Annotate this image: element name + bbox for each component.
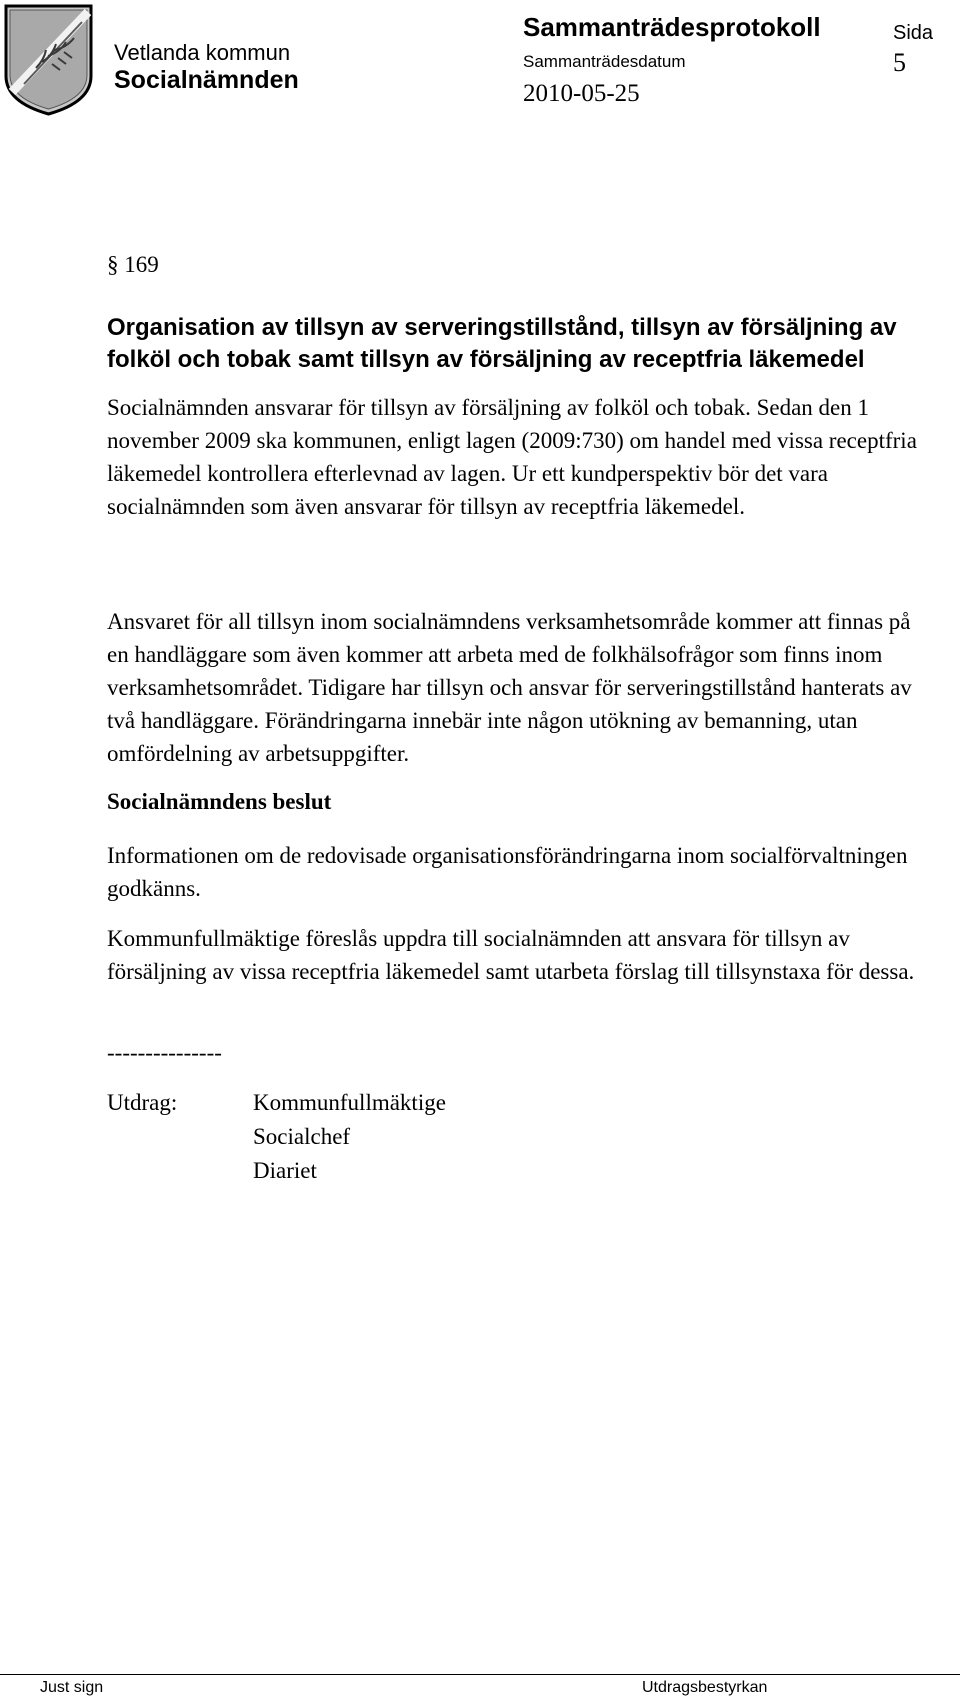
section-number: § 169	[107, 252, 159, 277]
body-paragraph: Ansvaret för all tillsyn inom socialnämndens verksamhetsområde kommer att finnas på en handläggare som även kommer att arbeta med de folkhälsofrågor som finns inom verksamhetsområdet. Tidigare har tillsyn och ansvar för serveringstillstånd hanterats av två handläggare. Förändringarna innebär inte någon utökning av bemanning, utan omfördelning av arbetsuppgifter.	[107, 609, 912, 766]
department-name: Socialnämnden	[114, 66, 299, 94]
excerpt-label: Utdrag:	[107, 1090, 178, 1115]
excerpt-recipient: Socialchef	[253, 1124, 351, 1149]
body-paragraph: Socialnämnden ansvarar för tillsyn av försäljning av folköl och tobak. Sedan den 1 november 2009 ska kommunen, enligt lagen (2009:730) om handel med vissa receptfria läkemedel kontrollera efterlevnad av lagen. Ur ett kundperspektiv bör det vara socialnämnden som även ansvarar för tillsyn av receptfria läkemedel.	[107, 395, 917, 519]
document-type: Sammanträdesprotokoll	[523, 12, 821, 42]
meeting-date: 2010-05-25	[523, 80, 640, 107]
footer-rule	[0, 1674, 960, 1675]
page-label: Sida	[893, 22, 934, 44]
decision-paragraph: Kommunfullmäktige föreslås uppdra till socialnämnden att ansvara för tillsyn av försäljning av vissa receptfria läkemedel samt utarbeta förslag till tillsynstaxa för dessa.	[107, 926, 915, 984]
decision-paragraph: Informationen om de redovisade organisationsförändringarna inom socialförvaltningen godkänns.	[107, 843, 908, 901]
meeting-date-label: Sammanträdesdatum	[523, 52, 686, 71]
certification-label: Utdragsbestyrkan	[642, 1679, 768, 1696]
decision-heading: Socialnämndens beslut	[107, 789, 332, 814]
page-number: 5	[893, 48, 906, 77]
signature-label: Just sign	[40, 1679, 104, 1696]
separator-line: ---------------	[107, 1040, 222, 1065]
coat-of-arms-icon	[2, 2, 95, 118]
excerpt-recipient: Kommunfullmäktige	[253, 1090, 446, 1115]
excerpt-recipient: Diariet	[253, 1158, 317, 1183]
section-heading: Organisation av tillsyn av serveringstillstånd, tillsyn av försäljning av folköl och tobak samt tillsyn av försäljning av receptfria läkemedel	[107, 314, 897, 373]
organization-name: Vetlanda kommun	[114, 40, 291, 65]
